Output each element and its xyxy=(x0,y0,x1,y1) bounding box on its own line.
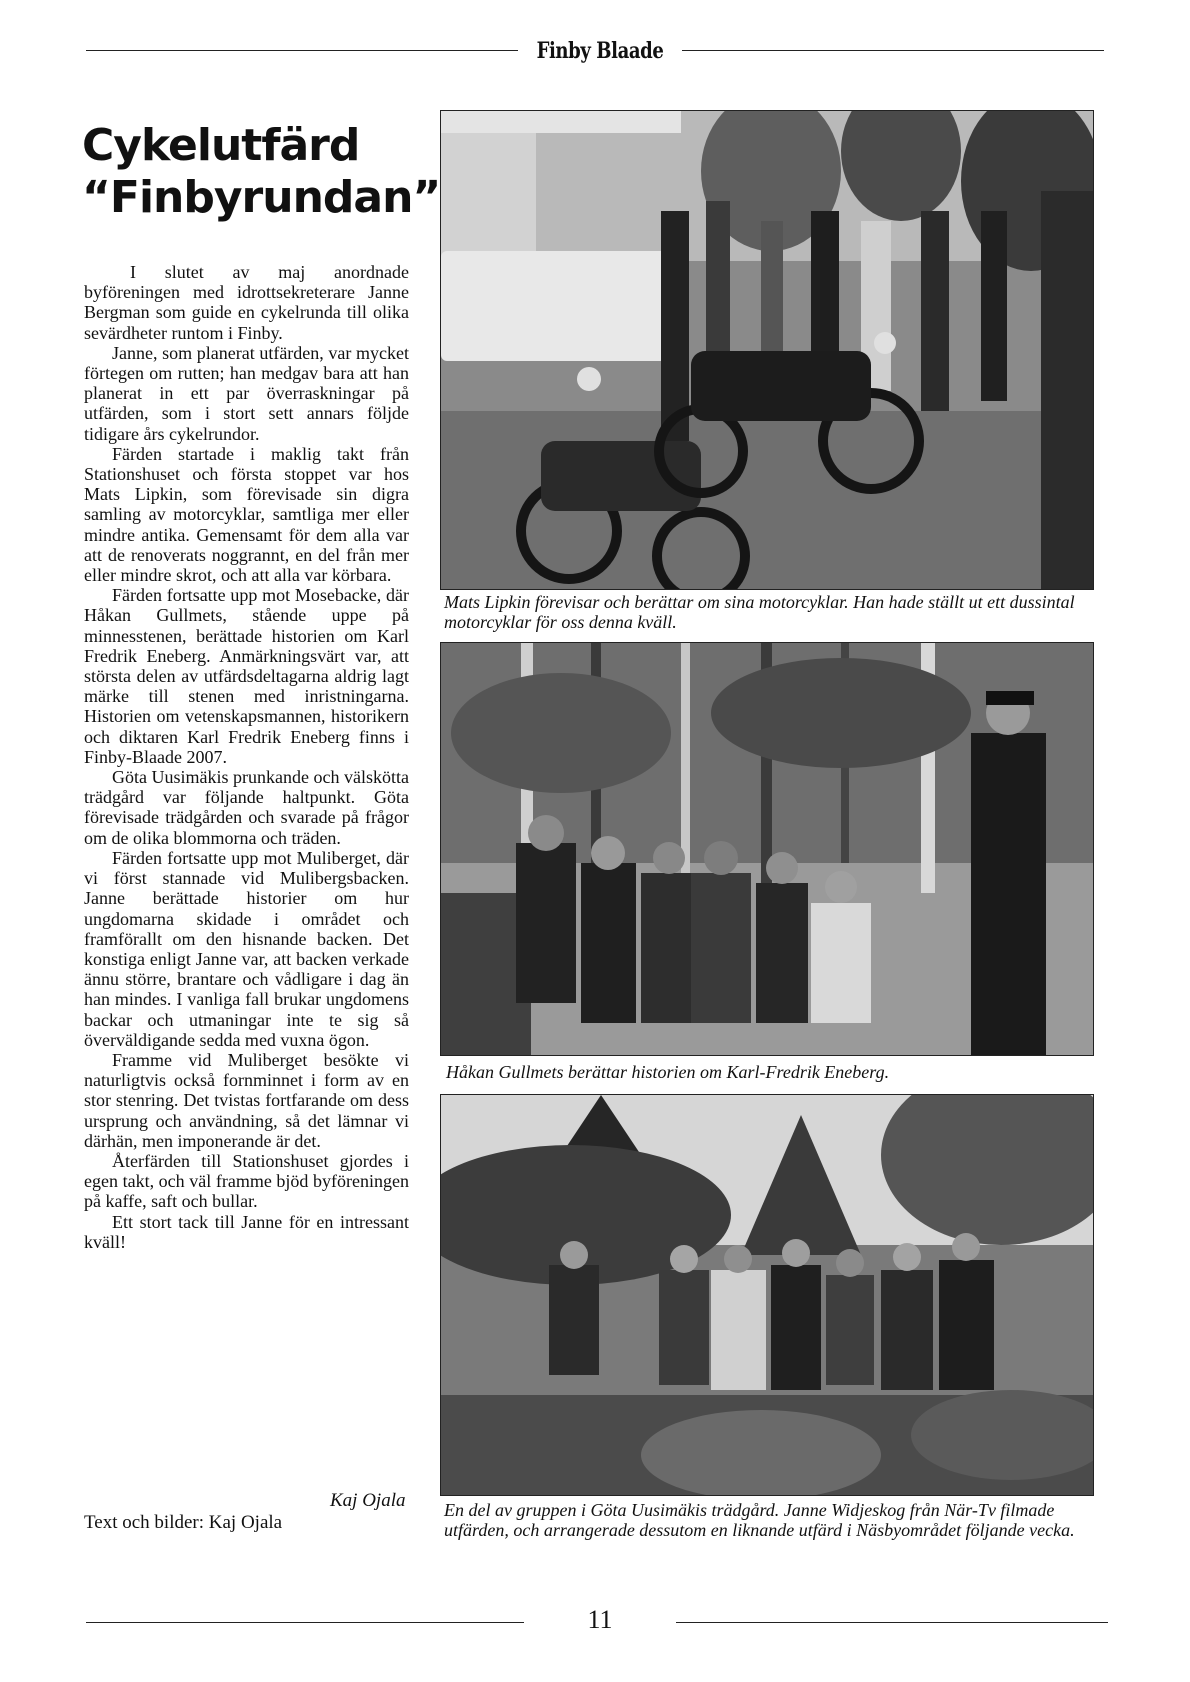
photo-storytelling xyxy=(440,642,1094,1056)
header-rule-right xyxy=(682,50,1104,51)
photo-motorcycles xyxy=(440,110,1094,590)
headline-line-1: Cykelutfärd xyxy=(82,120,360,171)
photo-caption: Håkan Gullmets berättar historien om Karl-Fredrik Eneberg. xyxy=(446,1062,890,1082)
article-headline xyxy=(82,120,441,224)
article-paragraph: Framme vid Muliberget besökte vi naturligtvis också fornminnet i form av en stor stenring. Det tvistas fortfarande om dess ursprung och användning, så det lämnar vi därhän, men imponerande är det. xyxy=(84,1049,409,1151)
article-paragraph: Janne, som planerat utfärden, var mycket förtegen om rutten; han medgav bara att han planerat in ett par överraskningar på utfärden, som i stort sett annars följde tidigare års cykelrundor. xyxy=(84,342,409,444)
publication-title: Finby Blaade xyxy=(536,38,664,64)
footer-rule-right xyxy=(676,1622,1108,1623)
article-body xyxy=(84,262,409,1252)
byline: Kaj Ojala xyxy=(330,1490,406,1511)
article-paragraph: Färden startade i maklig takt från Stationshuset och första stoppet var hos Mats Lipkin, som förevisade sin digra samling av motorcyklar, samtliga mer eller mindre antika. Gemensamt för dem alla var att de renoverats noggrannt, en del från mer eller mindre skrot, och att alla var körbara. xyxy=(84,443,409,586)
article-paragraph: Återfärden till Stationshuset gjordes i egen takt, och väl framme bjöd byföreningen på kaffe, saft och bullar. xyxy=(84,1150,409,1212)
footer-rule-left xyxy=(86,1622,524,1623)
headline-line-2: “Finbyrundan” xyxy=(82,172,441,223)
article-paragraph: Ett stort tack till Janne för en intressant kväll! xyxy=(84,1211,409,1252)
photo-caption: En del av gruppen i Göta Uusimäkis trädgård. Janne Widjeskog från När-Tv filmade utfärden, och arrangerade dessutom en liknande utfärd i Näsbyområdet följande vecka. xyxy=(444,1500,1075,1540)
photo-credit: Text och bilder: Kaj Ojala xyxy=(84,1512,283,1533)
header-rule-left xyxy=(86,50,518,51)
page-number: 11 xyxy=(587,1605,613,1634)
article-paragraph: Färden fortsatte upp mot Muliberget, där vi först stannade vid Mulibergsbacken. Janne berättade historier om hur ungdomarna skidade i området och framförallt om den hisnande backen. Det konstiga enligt Janne var, att backen verkade ännu större, brantare och vådligare i dag än han mindes. I vanliga fall brukar ungdomens backar och utmaningar inte te sig så överväldigande sedda med vuxna ögon. xyxy=(84,847,409,1050)
article-paragraph: Färden fortsatte upp mot Mosebacke, där Håkan Gullmets, stående uppe på minnesstenen, berättade historien om Karl Fredrik Eneberg. Anmärkningsvärt var, att största delen av utfärdsdeltagarna aldrig lagt märke till stenen med inristningarna. Historien om vetenskapsmannen, historikern och diktaren Karl Fredrik Eneberg finns i Finby-Blaade 2007. xyxy=(84,585,409,767)
article-paragraph: I slutet av maj anordnade byföreningen med idrottsekreterare Janne Bergman som guide en cykelrunda till olika sevärdheter runtom i Finby. xyxy=(84,262,409,343)
photo-garden-group xyxy=(440,1094,1094,1496)
article-paragraph: Göta Uusimäkis prunkande och välskötta trädgård var följande haltpunkt. Göta förevisade trädgården och svarade på frågor om de olika blommorna och träden. xyxy=(84,767,409,848)
photo-caption: Mats Lipkin förevisar och berättar om sina motorcyklar. Han hade ställt ut ett dussintal motorcyklar för oss denna kväll. xyxy=(444,592,1075,632)
